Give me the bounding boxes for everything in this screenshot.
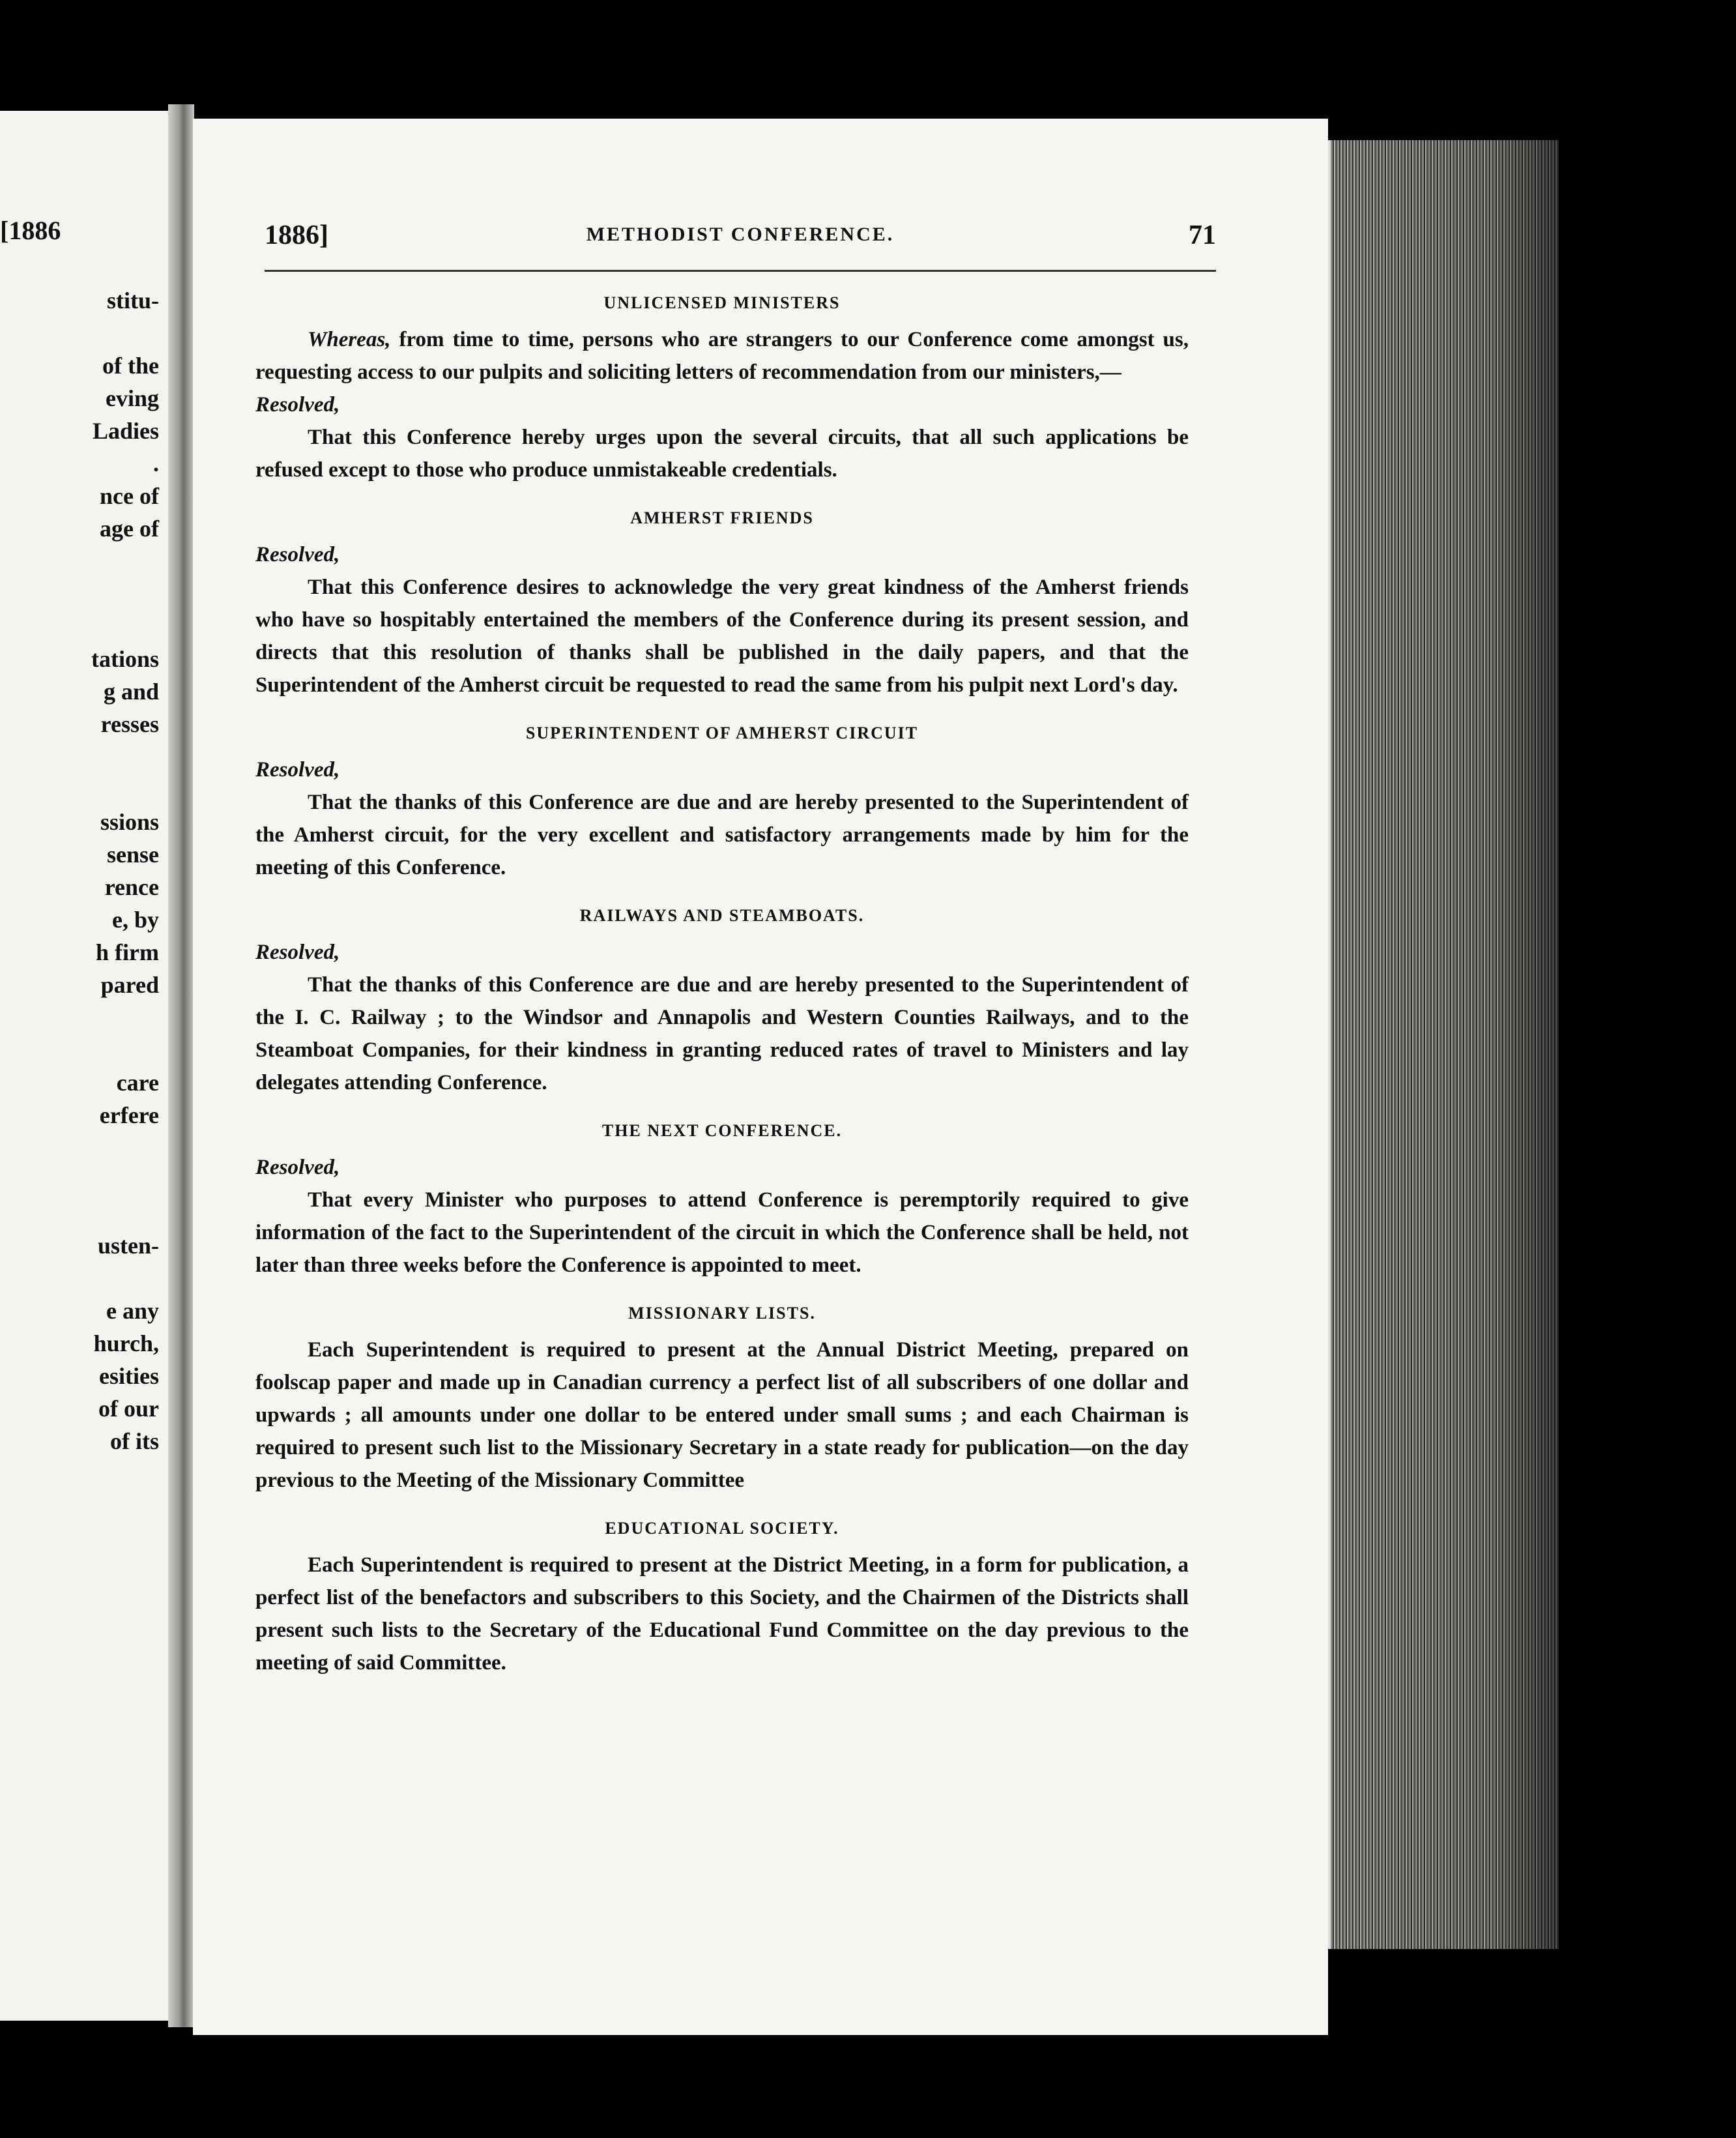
left-page-line: erfere	[99, 1102, 159, 1128]
section-heading: UNLICENSED MINISTERS	[603, 293, 841, 312]
section-body: Each Superintendent is required to present at the Annual District Meeting, prepared on foolscap paper and made up in Canadian currency a perfect list of all subscribers of one dollar and upwards ; all amounts under one dollar to be entered under small sums ; and each Chairman is required to present such list to the Missionary Secretary in a state ready for publication—on the day previous to the Meeting of the Missionary Committee	[255, 1338, 1189, 1492]
resolved-label: Resolved,	[255, 758, 340, 782]
left-page-line: Ladies	[92, 418, 159, 444]
left-page-line: ssions	[100, 809, 159, 835]
resolution-body: That this Conference hereby urges upon the several circuits, that all such applications be refused except to those who produce unmistakeable credentials.	[255, 426, 1189, 482]
left-page-line: rence	[104, 874, 159, 900]
section-body: Each Superintendent is required to present at the District Meeting, in a form for publication, a perfect list of the benefactors and subscribers to this Society, and the Chairmen of the Districts shall present such lists to the Secretary of the Educational Fund Committee on the day previous to the meeting of said Committee.	[255, 1553, 1189, 1675]
book-gutter	[168, 104, 194, 2027]
header-title: METHODIST CONFERENCE.	[586, 224, 895, 245]
header-year: 1886]	[265, 220, 328, 250]
resolved-label: Resolved,	[255, 543, 340, 566]
left-page-year: [1886	[0, 216, 61, 245]
left-page-line: of our	[98, 1396, 159, 1422]
left-page-line: of the	[102, 353, 159, 379]
left-page-line: of its	[110, 1428, 159, 1454]
left-page-line: stitu-	[107, 287, 159, 314]
text-column	[255, 293, 1189, 1679]
whereas-word: Whereas,	[308, 328, 391, 351]
left-page-line: g and	[103, 679, 159, 705]
resolved-label: Resolved,	[255, 393, 340, 417]
left-page-line: tations	[91, 646, 159, 672]
left-page-line: e any	[106, 1298, 159, 1324]
left-page-line: sense	[107, 842, 159, 868]
section-heading: RAILWAYS AND STEAMBOATS.	[579, 906, 865, 925]
left-page-line: usten-	[97, 1233, 159, 1259]
header-rule	[265, 270, 1216, 272]
left-page-line: h firm	[96, 939, 159, 965]
page-number: 71	[1189, 220, 1216, 250]
left-page-fragment	[0, 111, 168, 2021]
section-heading: AMHERST FRIENDS	[630, 508, 814, 527]
resolution-body: That the thanks of this Conference are due and are hereby presented to the Superintendent of the I. C. Railway ; to the Windsor and Annapolis and Western Counties Railways, and to the Steamboat Companies, for their kindness in granting reduced rates of travel to Ministers and lay delegates attending Conference.	[255, 973, 1189, 1094]
left-page-line: pared	[100, 972, 159, 998]
section-heading: THE NEXT CONFERENCE.	[601, 1121, 843, 1140]
left-page-line: resses	[100, 711, 159, 737]
left-page-line: e, by	[112, 907, 159, 933]
running-head	[265, 220, 1216, 252]
left-page-line: nce of	[100, 483, 159, 509]
resolution-body: That every Minister who purposes to attend Conference is peremptorily required to give information of the fact to the Superintendent of the circuit in which the Conference shall be held, not later than three weeks before the Conference is appointed to meet.	[255, 1188, 1189, 1277]
resolved-label: Resolved,	[255, 1156, 340, 1179]
left-page-line: care	[116, 1070, 159, 1096]
book-page	[193, 119, 1328, 2035]
resolution-body: That the thanks of this Conference are due and are hereby presented to the Superintendent of the Amherst circuit, for the very excellent and satisfactory arrangements made by him for the meeting of this Conference.	[255, 791, 1189, 879]
section-intro	[255, 323, 1189, 388]
left-page-line: .	[153, 450, 159, 476]
resolution-body: That this Conference desires to acknowledge the very great kindness of the Amherst friends who have so hospitably entertained the members of the Conference during its present session, and directs that this resolution of thanks shall be published in the daily papers, and that the Superintendent of the Amherst circuit be requested to read the same from his pulpit next Lord's day.	[255, 576, 1189, 697]
left-page-line: hurch,	[93, 1330, 159, 1356]
left-page-line: esities	[99, 1363, 159, 1389]
section-heading: EDUCATIONAL SOCIETY.	[605, 1519, 839, 1538]
left-page-line: age of	[100, 516, 159, 542]
section-heading: MISSIONARY LISTS.	[628, 1304, 816, 1323]
intro-text: from time to time, persons who are strangers to our Conference come amongst us, requesting access to our pulpits and soliciting letters of recommendation from our ministers,—	[255, 328, 1189, 384]
left-page-line: eving	[105, 385, 159, 411]
resolved-label: Resolved,	[255, 941, 340, 964]
page-edges	[1328, 140, 1559, 1949]
section-heading: SUPERINTENDENT OF AMHERST CIRCUIT	[525, 724, 919, 742]
